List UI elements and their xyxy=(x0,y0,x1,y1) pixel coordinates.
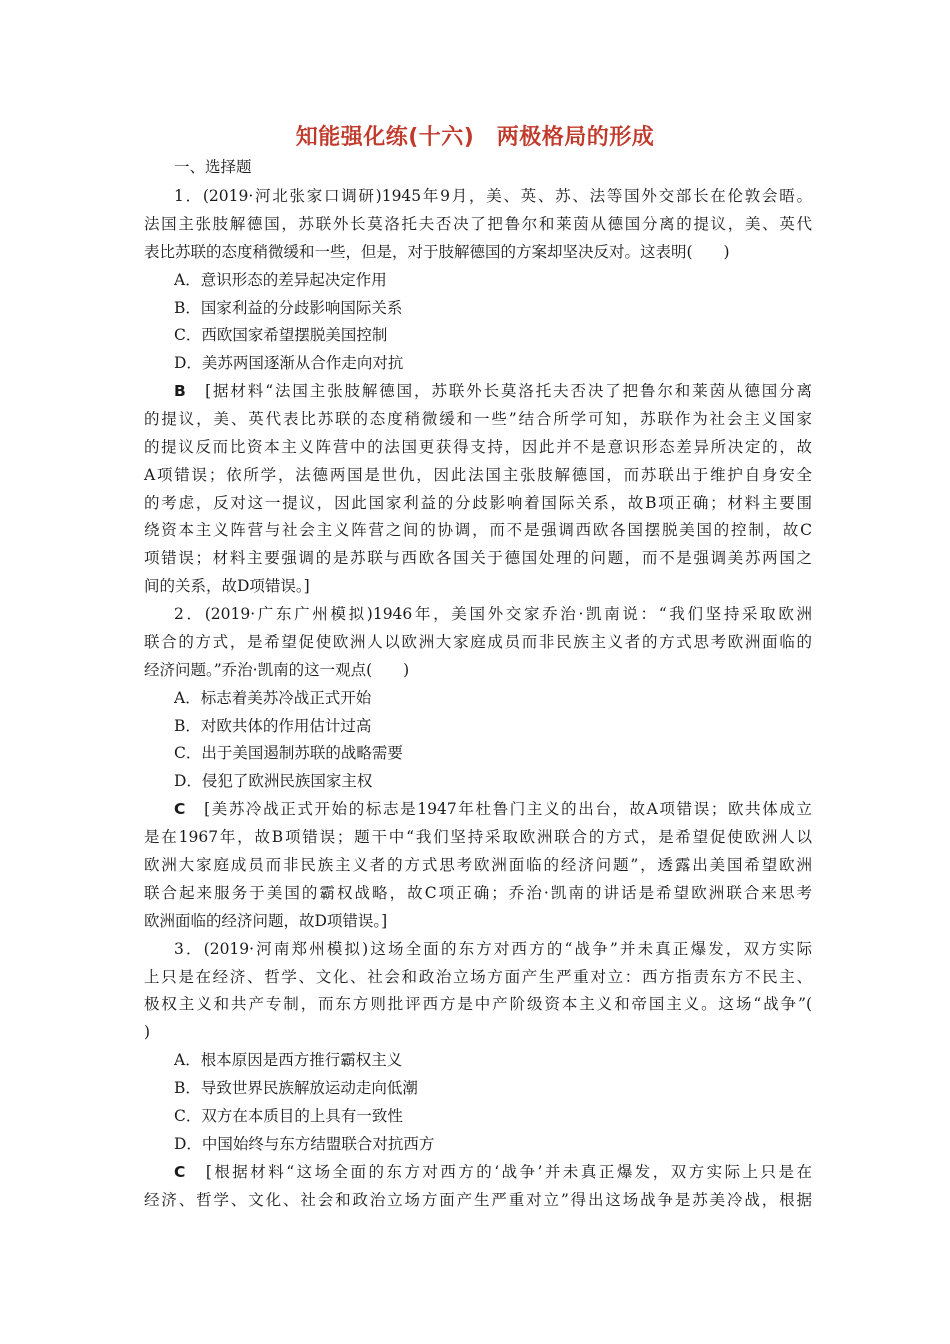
question-1-explanation: 的提议反而比资本主义阵营中的法国更获得支持，因此并不是意识形态差异所决定的，故 xyxy=(144,438,812,456)
question-2-option-b: B．对欧共体的作用估计过高 xyxy=(174,717,372,735)
question-1-explanation: 绕资本主义阵营与社会主义阵营之间的协调，而不是强调西欧各国摆脱美国的控制，故C xyxy=(144,521,812,539)
question-1-explanation: 的考虑，反对这一提议，因此国家利益的分歧影响着国际关系，故B项正确；材料主要围 xyxy=(144,494,812,512)
question-3-option-d: D．中国始终与东方结盟联合对抗西方 xyxy=(174,1135,435,1153)
question-1-stem: 表比苏联的态度稍微缓和一些，但是，对于肢解德国的方案却坚决反对。这表明( ) xyxy=(144,243,730,261)
question-2-option-a: A．标志着美苏冷战正式开始 xyxy=(174,689,372,707)
question-1-explanation: A项错误；依所学，法德两国是世仇，因此法国主张肢解德国，而苏联出于维护自身安全 xyxy=(144,466,812,484)
question-2-answer: C xyxy=(174,800,186,818)
question-2-explanation: 联合起来服务于美国的霸权战略，故C项正确；乔治·凯南的讲话是希望欧洲联合来思考 xyxy=(144,884,812,902)
question-3-option-c: C．双方在本质目的上具有一致性 xyxy=(174,1107,403,1125)
question-3-stem: 极权主义和共产专制，而东方则批评西方是中产阶级资本主义和帝国主义。这场“战争”( xyxy=(144,995,812,1013)
question-1-stem: 1．(2019·河北张家口调研)1945年9月，美、英、苏、法等国外交部长在伦敦会晤。 xyxy=(174,187,812,205)
question-1-option-d: D．美苏两国逐渐从合作走向对抗 xyxy=(174,354,404,372)
question-3-stem: 上只是在经济、哲学、文化、社会和政治立场方面产生严重对立：西方指责东方不民主、 xyxy=(144,968,812,986)
question-2-stem: 2．(2019·广东广州模拟)1946年，美国外交家乔治·凯南说：“我们坚持采取欧洲 xyxy=(174,605,812,623)
question-3-option-b: B．导致世界民族解放运动走向低潮 xyxy=(174,1079,418,1097)
question-2-stem: 联合的方式，是希望促使欧洲人以欧洲大家庭成员而非民族主义者的方式思考欧洲面临的 xyxy=(144,633,812,651)
question-1-explanation: 间的关系，故D项错误。] xyxy=(144,577,310,595)
question-3-stem: 3．(2019·河南郑州模拟)这场全面的东方对西方的“战争”并未真正爆发，双方实际 xyxy=(174,940,812,958)
question-3-option-a: A．根本原因是西方推行霸权主义 xyxy=(174,1051,403,1069)
question-1-option-c: C．西欧国家希望摆脱美国控制 xyxy=(174,326,388,344)
question-2-explanation: 欧洲大家庭成员而非民族主义者的方式思考欧洲面临的经济问题”，透露出美国希望欧洲 xyxy=(144,856,812,874)
question-1-explanation: 项错误；材料主要强调的是苏联与西欧各国关于德国处理的问题，而不是强调美苏两国之 xyxy=(144,549,812,567)
question-3-answer: C xyxy=(174,1163,186,1181)
question-3-explanation: C [根据材料“这场全面的东方对西方的‘战争’并未真正爆发，双方实际上只是在 xyxy=(174,1163,812,1181)
question-1-explanation: 的提议，美、英代表比苏联的态度稍微缓和一些”结合所学可知，苏联作为社会主义国家 xyxy=(144,410,812,428)
question-2-explanation: C [美苏冷战正式开始的标志是1947年杜鲁门主义的出台，故A项错误；欧共体成立 xyxy=(174,800,812,818)
question-3-explanation: 经济、哲学、文化、社会和政治立场方面产生严重对立”得出这场战争是苏美冷战，根据 xyxy=(144,1191,812,1209)
question-1-option-a: A．意识形态的差异起决定作用 xyxy=(174,271,387,289)
page-title: 知能强化练(十六) 两极格局的形成 xyxy=(295,125,655,150)
question-3-stem: ) xyxy=(144,1023,151,1041)
question-2-stem: 经济问题。”乔治·凯南的这一观点( ) xyxy=(144,661,410,679)
question-2-explanation: 是在1967年，故B项错误；题干中“我们坚持采取欧洲联合的方式，是希望促使欧洲人以 xyxy=(144,828,812,846)
question-2-option-c: C．出于美国遏制苏联的战略需要 xyxy=(174,744,403,762)
question-1-answer: B xyxy=(174,382,186,400)
question-2-explanation: 欧洲面临的经济问题，故D项错误。] xyxy=(144,912,388,930)
question-1-stem: 法国主张肢解德国，苏联外长莫洛托夫否决了把鲁尔和莱茵从德国分离的提议，美、英代 xyxy=(144,215,812,233)
question-1-explanation: B [据材料“法国主张肢解德国，苏联外长莫洛托夫否决了把鲁尔和莱茵从德国分离 xyxy=(174,382,812,400)
question-1-option-b: B．国家利益的分歧影响国际关系 xyxy=(174,299,403,317)
section-heading: 一、选择题 xyxy=(174,158,252,176)
question-2-option-d: D．侵犯了欧洲民族国家主权 xyxy=(174,772,373,790)
